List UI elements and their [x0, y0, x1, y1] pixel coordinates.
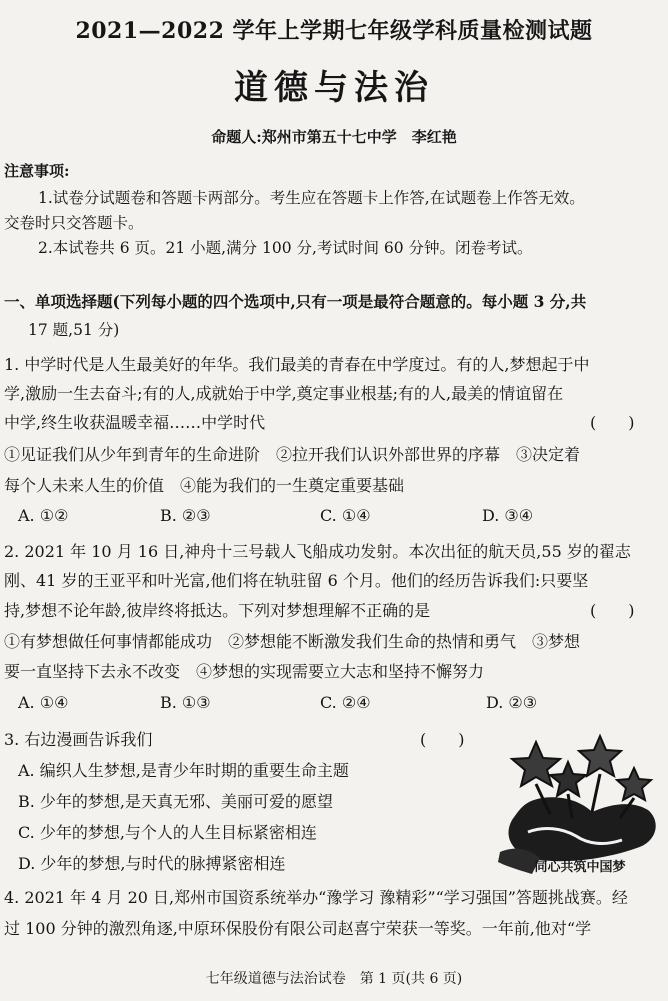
- q2-stem-line1: 2. 2021 年 10 月 16 日,神舟十三号载人飞船成功发射。本次出征的航天员,55 岁的翟志: [4, 542, 631, 561]
- cartoon-caption: 同心共筑中国梦: [534, 860, 626, 875]
- q3-option-b: B. 少年的梦想,是天真无邪、美丽可爱的愿望: [18, 792, 334, 811]
- star-icon: [579, 736, 621, 776]
- hands-shape: [508, 797, 655, 861]
- page-footer: 七年级道德与法治试卷 第 1 页(共 6 页): [205, 971, 463, 987]
- q3-answer-paren: ( ): [420, 730, 465, 749]
- notice-heading: 注意事项:: [4, 162, 70, 180]
- q2-choice-d: D. ②③: [486, 693, 538, 712]
- q2-answer-paren: ( ): [590, 601, 635, 620]
- q3-option-c: C. 少年的梦想,与个人的人生目标紧密相连: [18, 823, 317, 842]
- q1-choice-c: C. ①④: [320, 506, 371, 525]
- q1-choice-a: A. ①②: [18, 506, 69, 525]
- star-icon: [512, 742, 560, 786]
- q2-options-line1: ①有梦想做任何事情都能成功 ②梦想能不断激发我们生命的热情和勇气 ③梦想: [4, 632, 581, 651]
- q1-stem-line2: 学,激励一生去奋斗;有的人,成就始于中学,奠定事业根基;有的人,最美的情谊留在: [4, 384, 564, 403]
- q2-choice-c: C. ②④: [320, 693, 371, 712]
- q2-stem-line2: 刚、41 岁的王亚平和叶光富,他们将在轨驻留 6 个月。他们的经历告诉我们:只要坚: [4, 571, 589, 590]
- section-heading-cont: 17 题,51 分): [28, 321, 120, 339]
- notice-item-1-cont: 交卷时只交答题卡。: [4, 214, 144, 232]
- notice-item-1: 1.试卷分试题卷和答题卡两部分。考生应在答题卡上作答,在试题卷上作答无效。: [38, 189, 585, 207]
- q2-choice-a: A. ①④: [18, 693, 69, 712]
- exam-title: 2021—2022 学年上学期七年级学科质量检测试题: [75, 18, 593, 44]
- q2-options-line2: 要一直坚持下去永不改变 ④梦想的实现需要立大志和坚持不懈努力: [4, 662, 485, 681]
- q4-stem-line1: 4. 2021 年 4 月 20 日,郑州市国资系统举办“豫学习 豫精彩”“学习强国”答题挑战赛。经: [4, 888, 628, 907]
- star-icon: [550, 762, 586, 796]
- q1-options-line2: 每个人未来人生的价值 ④能为我们的一生奠定重要基础: [4, 476, 405, 495]
- q2-choice-b: B. ①③: [160, 693, 211, 712]
- q1-answer-paren: ( ): [590, 413, 635, 432]
- star-icon: [617, 768, 651, 800]
- q1-choice-b: B. ②③: [160, 506, 211, 525]
- q4-stem-line2: 过 100 分钟的激烈角逐,中原环保股份有限公司赵喜宁荣获一等奖。一年前,他对“学: [4, 919, 592, 938]
- q3-option-d: D. 少年的梦想,与时代的脉搏紧密相连: [18, 854, 286, 873]
- section-heading: 一、单项选择题(下列每小题的四个选项中,只有一项是最符合题意的。每小题 3 分,共: [4, 292, 587, 311]
- subject-title: 道德与法治: [234, 68, 434, 108]
- notice-item-2: 2.本试卷共 6 页。21 小题,满分 100 分,考试时间 60 分钟。闭卷考试。: [38, 239, 533, 257]
- author-line: 命题人:郑州市第五十七中学 李红艳: [211, 128, 457, 146]
- q3-option-a: A. 编织人生梦想,是青少年时期的重要生命主题: [18, 761, 349, 780]
- q1-choice-d: D. ③④: [482, 506, 534, 525]
- q1-stem-line1: 1. 中学时代是人生最美好的年华。我们最美的青春在中学度过。有的人,梦想起于中: [4, 355, 590, 374]
- q2-stem-line3: 持,梦想不论年龄,彼岸终将抵达。下列对梦想理解不正确的是: [4, 601, 431, 620]
- q1-options-line1: ①见证我们从少年到青年的生命进阶 ②拉开我们认识外部世界的序幕 ③决定着: [4, 445, 581, 464]
- q3-stem: 3. 右边漫画告诉我们: [4, 730, 153, 749]
- q1-stem-line3: 中学,终生收获温暖幸福……中学时代: [4, 413, 266, 432]
